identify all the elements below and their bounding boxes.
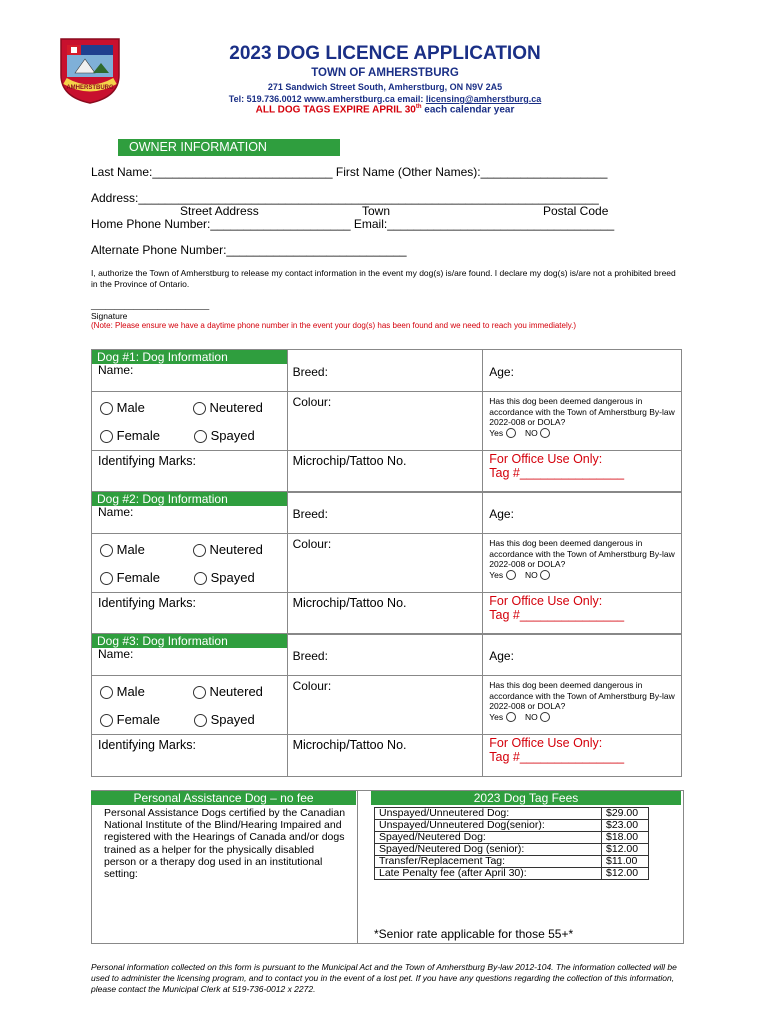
town-address: 271 Sandwich Street South, Amherstburg, ON N9V 2A5	[267, 82, 503, 92]
street-address-label: Street Address	[180, 204, 259, 218]
senior-note: *Senior rate applicable for those 55+*	[374, 927, 574, 941]
fee-amount: $18.00	[602, 832, 649, 844]
page-title: 2023 DOG LICENCE APPLICATION	[229, 43, 541, 64]
fee-label: Unspayed/Unneutered Dog:	[375, 808, 602, 820]
sex-row-1	[100, 678, 287, 706]
dog-table-3	[91, 633, 682, 777]
fee-row	[375, 844, 649, 856]
fee-row	[375, 820, 649, 832]
identifying-label: Identifying Marks:	[98, 596, 196, 610]
breed-label: Breed:	[292, 365, 328, 379]
signature-label: Signature	[91, 311, 128, 321]
fee-amount: $12.00	[602, 844, 649, 856]
dog-header: Dog #2: Dog Information	[92, 492, 287, 506]
no-radio[interactable]	[540, 428, 550, 438]
microchip-cell[interactable]	[287, 735, 483, 777]
fee-label: Unspayed/Unneutered Dog(senior):	[375, 820, 602, 832]
dog-header: Dog #3: Dog Information	[92, 634, 287, 648]
spayed-label: Spayed	[210, 428, 255, 443]
no-radio[interactable]	[540, 570, 550, 580]
no-label: NO	[524, 711, 538, 722]
last-name-field[interactable]: Last Name:___________________________ First Name (Other Names):___________________	[91, 165, 608, 179]
dangerous-cell	[483, 676, 682, 735]
sex-row-2	[100, 706, 287, 734]
fee-amount: $11.00	[602, 856, 649, 868]
dangerous-question: Has this dog been deemed dangerous in accordance with the Town of Amherstburg By-law 2022-008 or DOLA?	[489, 396, 675, 427]
signature-line[interactable]: _________________________	[91, 300, 210, 310]
male-label: Male	[116, 684, 145, 699]
yes-label: Yes	[489, 427, 504, 438]
dog-name-cell[interactable]	[92, 350, 288, 392]
dog-age-cell[interactable]	[483, 350, 682, 392]
microchip-cell[interactable]	[287, 451, 483, 493]
sex-row-2	[100, 422, 287, 450]
office-use-label: For Office Use Only:	[489, 736, 603, 750]
fees-divider	[357, 791, 358, 943]
fee-row	[375, 868, 649, 880]
tag-number-line[interactable]: Tag #_______________	[489, 750, 625, 764]
office-use-cell	[483, 735, 682, 777]
yes-radio[interactable]	[506, 428, 516, 438]
spayed-radio[interactable]	[194, 572, 207, 585]
age-label: Age:	[489, 365, 514, 379]
assistance-dog-header: Personal Assistance Dog – no fee	[91, 791, 356, 805]
fee-amount: $12.00	[602, 868, 649, 880]
identifying-cell[interactable]	[92, 593, 288, 635]
name-label: Name:	[98, 363, 134, 377]
neutered-label: Neutered	[209, 542, 263, 557]
town-name: TOWN OF AMHERSTBURG	[311, 67, 459, 79]
identifying-label: Identifying Marks:	[98, 738, 196, 752]
tel-text: Tel: 519.736.0012 www.amherstburg.ca email:	[228, 94, 426, 104]
male-radio[interactable]	[100, 544, 113, 557]
fees-table	[374, 807, 649, 880]
sex-row-2	[100, 564, 287, 592]
tag-number-line[interactable]: Tag #_______________	[489, 608, 625, 622]
fee-label: Late Penalty fee (after April 30):	[375, 868, 602, 880]
dangerous-question: Has this dog been deemed dangerous in accordance with the Town of Amherstburg By-law 2022-008 or DOLA?	[489, 538, 675, 569]
email-link[interactable]: licensing@amherstburg.ca	[425, 94, 542, 104]
dog-colour-cell[interactable]	[287, 392, 483, 451]
dog-name-cell[interactable]	[92, 634, 288, 676]
office-use-cell	[483, 593, 682, 635]
sex-row-1	[100, 394, 287, 422]
microchip-cell[interactable]	[287, 593, 483, 635]
microchip-label: Microchip/Tattoo No.	[292, 738, 407, 752]
spayed-label: Spayed	[210, 570, 255, 585]
dangerous-answers	[489, 428, 677, 439]
female-radio[interactable]	[100, 572, 113, 585]
fee-label: Spayed/Neutered Dog (senior):	[375, 844, 602, 856]
tag-number-line[interactable]: Tag #_______________	[489, 466, 625, 480]
fee-label: Spayed/Neutered Dog:	[375, 832, 602, 844]
alt-phone-field[interactable]: Alternate Phone Number:___________________________	[91, 243, 407, 257]
male-radio[interactable]	[100, 402, 113, 415]
neutered-radio[interactable]	[193, 686, 206, 699]
owner-info-header: OWNER INFORMATION	[118, 139, 340, 156]
identifying-label: Identifying Marks:	[98, 454, 196, 468]
dog-colour-cell[interactable]	[287, 676, 483, 735]
assistance-dog-text: Personal Assistance Dogs certified by the Canadian National Institute of the Blind/Hearing Impaired and registered with the Hearings of Canada and/or dogs trained as a helper for the physically disabled person or a therapy dog used in an institutional setting:	[104, 807, 346, 881]
office-use-label: For Office Use Only:	[489, 594, 603, 608]
neutered-label: Neutered	[209, 400, 263, 415]
breed-label: Breed:	[292, 649, 328, 663]
male-label: Male	[116, 400, 145, 415]
office-use-cell	[483, 451, 682, 493]
dog-table-2	[91, 491, 682, 635]
neutered-radio[interactable]	[193, 402, 206, 415]
fee-row	[375, 832, 649, 844]
dog-table-1	[91, 349, 682, 493]
expiry-sup: th	[415, 104, 422, 110]
female-label: Female	[116, 570, 160, 585]
expiry-rest: each calendar year	[421, 104, 515, 116]
sex-row-1	[100, 536, 287, 564]
dog-breed-cell[interactable]	[287, 350, 483, 392]
expiry-notice	[0, 104, 770, 115]
address-field[interactable]: Address:_____________________________________________________________________	[91, 191, 599, 205]
logo-text: AMHERSTBURG	[66, 85, 114, 91]
expiry-text: ALL DOG TAGS EXPIRE APRIL 30	[255, 104, 416, 116]
postal-code-label: Postal Code	[543, 204, 609, 218]
name-label: Name:	[98, 647, 134, 661]
dog-name-cell[interactable]	[92, 492, 288, 534]
female-radio[interactable]	[100, 714, 113, 727]
town-label: Town	[362, 204, 391, 218]
yes-radio[interactable]	[506, 712, 516, 722]
spayed-radio[interactable]	[194, 714, 207, 727]
privacy-footer: Personal information collected on this form is pursuant to the Municipal Act and the Town of Amherstburg By-law 2012-104. The information collected will be used to administer the licensing program, and to contact you in the event of a lost pet. If you have any questions regarding the collection of this information, please contact the Municipal Clerk at 519-736-0012 x 2272.	[91, 962, 677, 994]
age-label: Age:	[489, 507, 514, 521]
neutered-radio[interactable]	[193, 544, 206, 557]
dog-colour-cell[interactable]	[287, 534, 483, 593]
colour-label: Colour:	[292, 537, 332, 551]
dangerous-cell	[483, 534, 682, 593]
colour-label: Colour:	[292, 395, 332, 409]
spayed-radio[interactable]	[194, 430, 207, 443]
spayed-label: Spayed	[210, 712, 255, 727]
dog-breed-cell[interactable]	[287, 492, 483, 534]
age-label: Age:	[489, 649, 514, 663]
identifying-cell[interactable]	[92, 451, 288, 493]
fee-row	[375, 808, 649, 820]
neutered-label: Neutered	[209, 684, 263, 699]
yes-label: Yes	[489, 569, 504, 580]
dog-age-cell[interactable]	[483, 634, 682, 676]
dangerous-question: Has this dog been deemed dangerous in accordance with the Town of Amherstburg By-law 2022-008 or DOLA?	[489, 680, 675, 711]
dog-breed-cell[interactable]	[287, 634, 483, 676]
authorization-text: I, authorize the Town of Amherstburg to release my contact information in the event my dog(s) is/are found. I declare my dog(s) is/are not a prohibited breed in the Province of Ontario.	[91, 268, 676, 289]
female-label: Female	[116, 428, 160, 443]
name-label: Name:	[98, 505, 134, 519]
male-radio[interactable]	[100, 686, 113, 699]
office-use-label: For Office Use Only:	[489, 452, 603, 466]
female-label: Female	[116, 712, 160, 727]
yes-radio[interactable]	[506, 570, 516, 580]
fee-label: Transfer/Replacement Tag:	[375, 856, 602, 868]
no-label: NO	[524, 569, 538, 580]
dangerous-cell	[483, 392, 682, 451]
no-label: NO	[524, 427, 538, 438]
yes-label: Yes	[489, 711, 504, 722]
fees-header: 2023 Dog Tag Fees	[371, 791, 681, 805]
no-radio[interactable]	[540, 712, 550, 722]
identifying-cell[interactable]	[92, 735, 288, 777]
colour-label: Colour:	[292, 679, 332, 693]
breed-label: Breed:	[292, 507, 328, 521]
fee-amount: $23.00	[602, 820, 649, 832]
dog-age-cell[interactable]	[483, 492, 682, 534]
home-phone-field[interactable]: Home Phone Number:_____________________ Email:__________________________________	[91, 217, 615, 231]
microchip-label: Microchip/Tattoo No.	[292, 454, 407, 468]
dog-header: Dog #1: Dog Information	[92, 350, 287, 364]
phone-note: (Note: Please ensure we have a daytime phone number in the event your dog(s) has been found and we need to reach you immediately.)	[91, 321, 577, 330]
male-label: Male	[116, 542, 145, 557]
fee-amount: $29.00	[602, 808, 649, 820]
microchip-label: Microchip/Tattoo No.	[292, 596, 407, 610]
dangerous-answers	[489, 570, 677, 581]
dangerous-answers	[489, 712, 677, 723]
fee-row	[375, 856, 649, 868]
contact-line	[0, 94, 770, 104]
female-radio[interactable]	[100, 430, 113, 443]
